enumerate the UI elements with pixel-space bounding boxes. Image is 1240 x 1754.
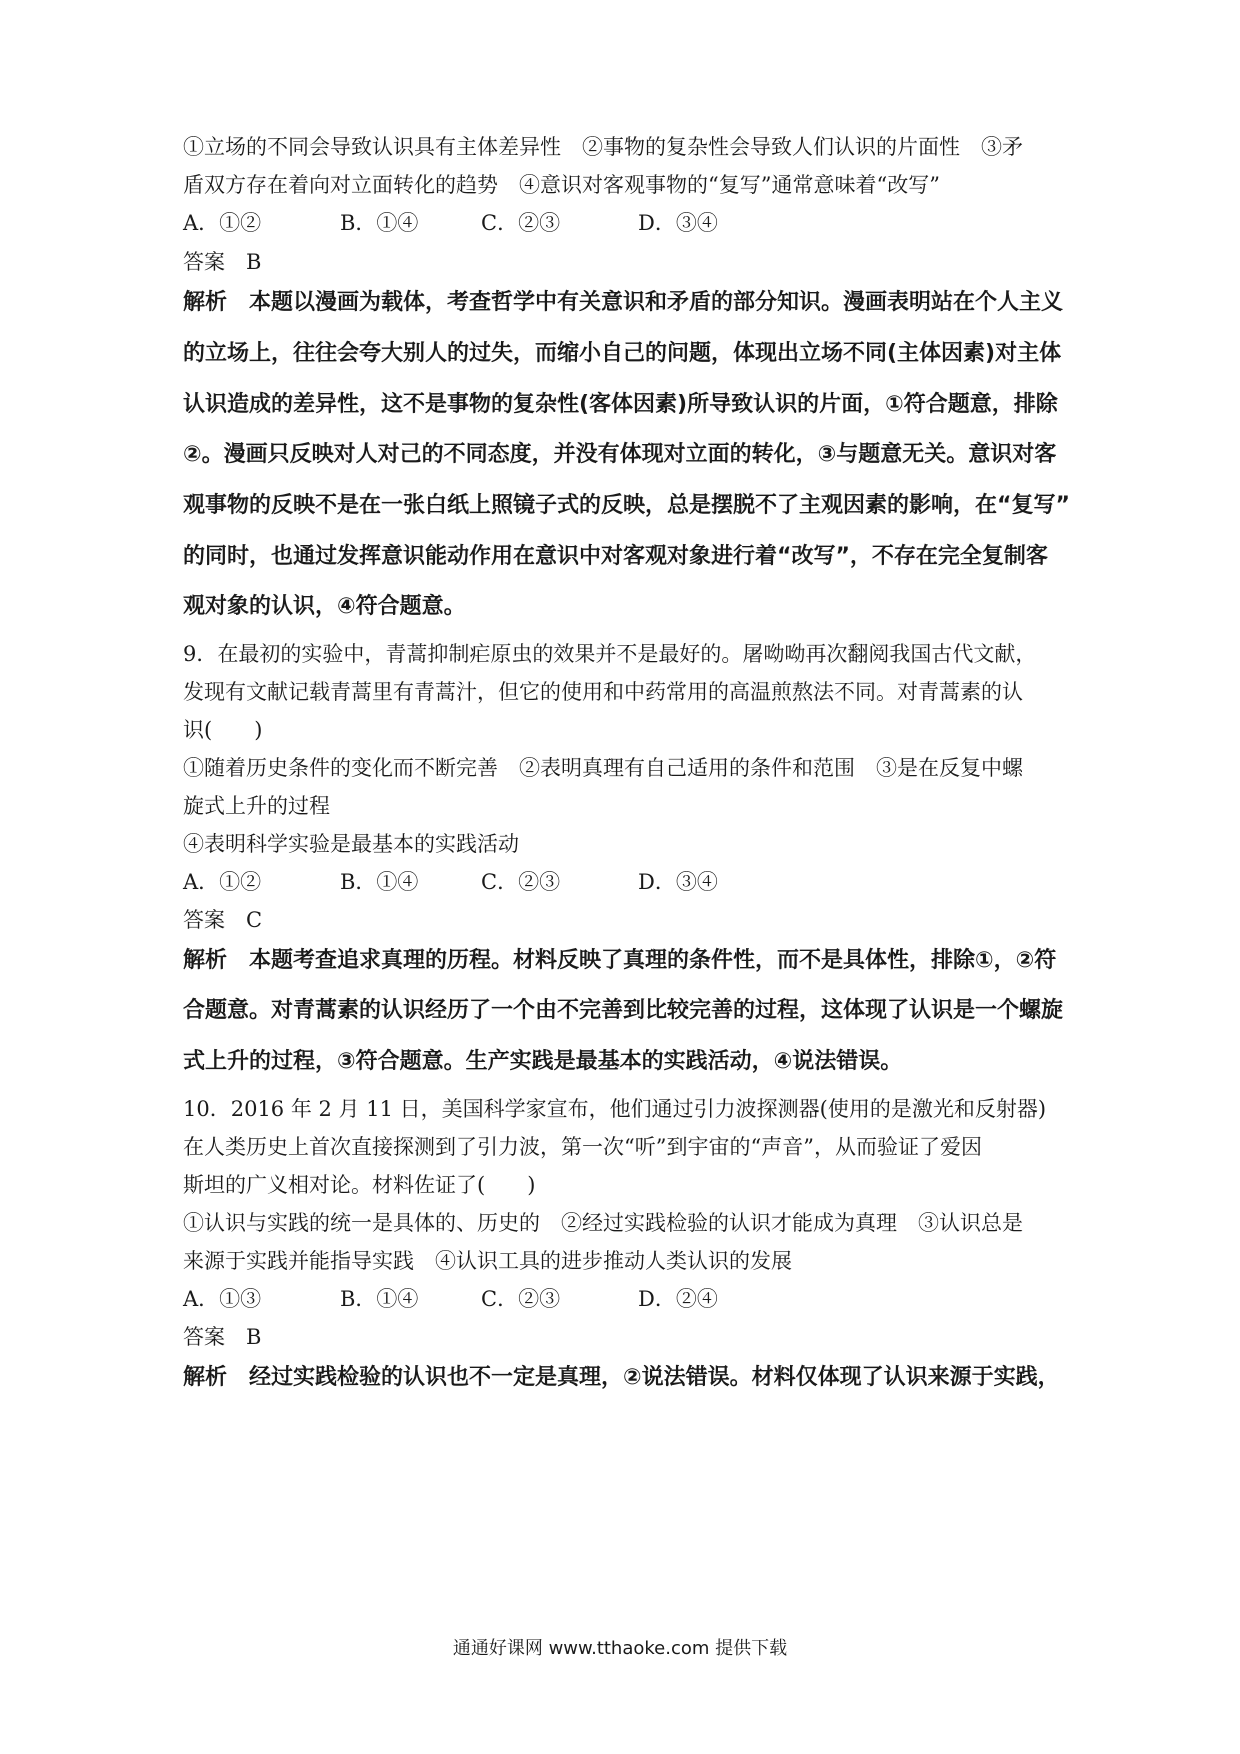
q10-stem-line-1: 10．2016 年 2 月 11 日，美国科学家宣布，他们通过引力波探测器(使用的是激光和反射器) — [183, 1097, 1047, 1121]
q10-option-c: C．②③ — [481, 1287, 561, 1311]
q10-analysis-line-1: 解析 经过实践检验的认识也不一定是真理，②说法错误。材料仅体现了认识来源于实践， — [183, 1365, 1060, 1390]
q8-option-a: A．①② — [183, 211, 262, 235]
q9-option-b: B．①④ — [340, 870, 419, 894]
q10-option-a: A．①③ — [183, 1287, 262, 1311]
q9-analysis-line-3: 式上升的过程，③符合题意。生产实践是最基本的实践活动，④说法错误。 — [183, 1049, 903, 1074]
page-footer: 通通好课网 www.tthaoke.com 提供下载 — [452, 1638, 788, 1659]
q9-statement-line-3: ④表明科学实验是最基本的实践活动 — [183, 832, 519, 856]
q9-option-d: D．③④ — [638, 870, 718, 894]
q10-option-b: B．①④ — [340, 1287, 419, 1311]
q8-analysis-line-4: ②。漫画只反映对人对己的不同态度，并没有体现对立面的转化，③与题意无关。意识对客 — [183, 442, 1057, 467]
q8-statement-line-1: ①立场的不同会导致认识具有主体差异性 ②事物的复杂性会导致人们认识的片面性 ③矛 — [183, 135, 1023, 159]
q9-statement-line-1: ①随着历史条件的变化而不断完善 ②表明真理有自己适用的条件和范围 ③是在反复中螺 — [183, 756, 1023, 780]
q10-stem-line-3: 斯坦的广义相对论。材料佐证了( ) — [183, 1173, 536, 1197]
q8-answer: 答案 B — [183, 250, 262, 274]
q9-stem-line-2: 发现有文献记载青蒿里有青蒿汁，但它的使用和中药常用的高温煎熬法不同。对青蒿素的认 — [183, 680, 1023, 704]
q10-statement-line-1: ①认识与实践的统一是具体的、历史的 ②经过实践检验的认识才能成为真理 ③认识总是 — [183, 1211, 1023, 1235]
q9-statement-line-2: 旋式上升的过程 — [183, 794, 330, 818]
q8-analysis-line-7: 观对象的认识，④符合题意。 — [183, 594, 466, 619]
q8-analysis-line-5: 观事物的反映不是在一张白纸上照镜子式的反映，总是摆脱不了主观因素的影响，在“复写” — [183, 493, 1070, 518]
q8-option-d: D．③④ — [638, 211, 718, 235]
q10-answer: 答案 B — [183, 1325, 262, 1349]
q8-analysis-line-1: 解析 本题以漫画为载体，考查哲学中有关意识和矛盾的部分知识。漫画表明站在个人主义 — [183, 290, 1064, 315]
q8-option-c: C．②③ — [481, 211, 561, 235]
q10-option-d: D．②④ — [638, 1287, 718, 1311]
q8-analysis-line-6: 的同时，也通过发挥意识能动作用在意识中对客观对象进行着“改写”，不存在完全复制客 — [183, 544, 1048, 569]
q8-option-b: B．①④ — [340, 211, 419, 235]
q9-analysis-line-2: 合题意。对青蒿素的认识经历了一个由不完善到比较完善的过程，这体现了认识是一个螺旋 — [183, 998, 1064, 1023]
q9-option-a: A．①② — [183, 870, 262, 894]
q8-statement-line-2: 盾双方存在着向对立面转化的趋势 ④意识对客观事物的“复写”通常意味着“改写” — [183, 173, 940, 197]
q8-analysis-line-2: 的立场上，往往会夸大别人的过失，而缩小自己的问题，体现出立场不同(主体因素)对主体 — [183, 341, 1062, 366]
q9-stem-line-1: 9．在最初的实验中，青蒿抑制疟原虫的效果并不是最好的。屠呦呦再次翻阅我国古代文献， — [183, 642, 1037, 666]
q8-analysis-line-3: 认识造成的差异性，这不是事物的复杂性(客体因素)所导致认识的片面，①符合题意，排除 — [183, 392, 1058, 417]
q9-stem-line-3: 识( ) — [183, 718, 263, 742]
q10-statement-line-2: 来源于实践并能指导实践 ④认识工具的进步推动人类认识的发展 — [183, 1249, 792, 1273]
q9-answer: 答案 C — [183, 908, 263, 932]
q9-option-c: C．②③ — [481, 870, 561, 894]
q10-stem-line-2: 在人类历史上首次直接探测到了引力波，第一次“听”到宇宙的“声音”，从而验证了爱因 — [183, 1135, 982, 1159]
q9-analysis-line-1: 解析 本题考查追求真理的历程。材料反映了真理的条件性，而不是具体性，排除①，②符 — [183, 948, 1057, 973]
